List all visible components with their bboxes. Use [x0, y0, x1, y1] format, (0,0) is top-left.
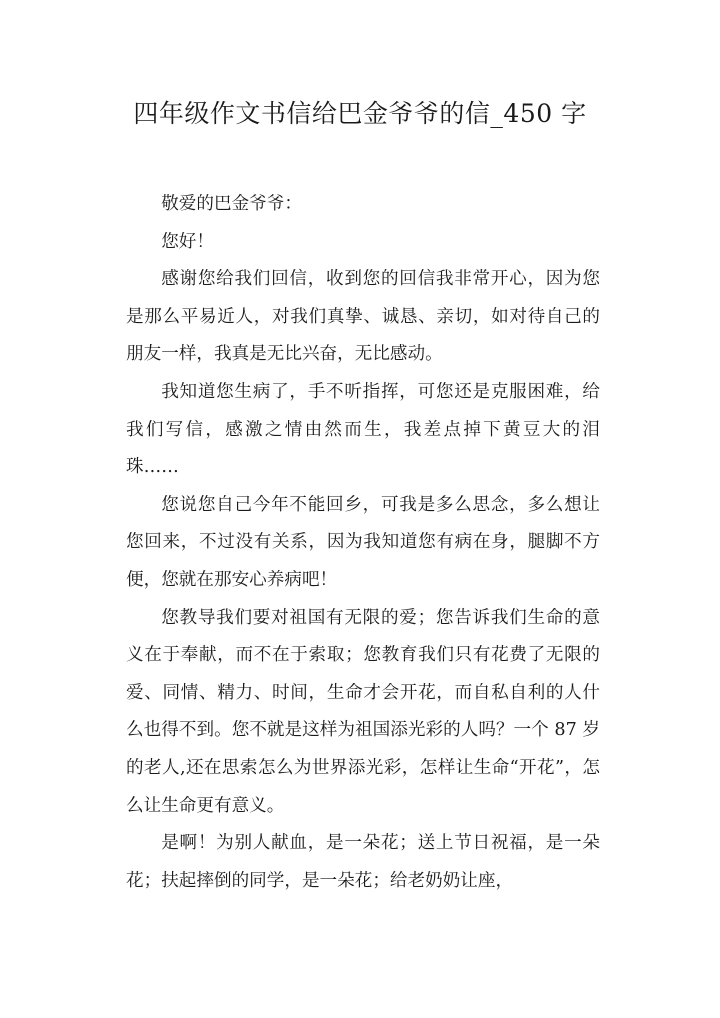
salutation: 敬爱的巴金爷爷：: [161, 194, 302, 214]
document-title: 四年级作文书信给巴金爷爷的信_450 字: [133, 99, 587, 128]
greeting: 您好！: [161, 231, 214, 252]
body-paragraph: 您教导我们要对祖国有无限的爱；您告诉我们生命的意义在于奉献，而不在于索取；您教育我们只有花费了无限的爱、同情、精力、时间，生命才会开花，而自私自利的人什么也得不到。您不就是这样为祖国添光彩的人吗？一个 87 岁的老人,还在思索怎么为世界添光彩，怎样让生命“开花”，怎么让生命更有意义。: [126, 607, 600, 816]
body-paragraph: 我知道您生病了，手不听指挥，可您还是克服困难，给我们写信，感激之情由然而生，我差点掉下黄豆大的泪珠……: [126, 381, 600, 478]
body-paragraph: 是啊！为别人献血，是一朵花；送上节日祝福，是一朵花；扶起摔倒的同学，是一朵花；给老奶奶让座，: [126, 833, 600, 891]
body-paragraph: 感谢您给我们回信，收到您的回信我非常开心，因为您是那么平易近人，对我们真挚、诚恳、亲切，如对待自己的朋友一样，我真是无比兴奋，无比感动。: [126, 269, 600, 365]
letter-body: [126, 186, 600, 900]
body-paragraph: 您说您自己今年不能回乡，可我是多么思念，多么想让您回来，不过没有关系，因为我知道您有病在身，腿脚不方便，您就在那安心养病吧！: [126, 494, 600, 590]
